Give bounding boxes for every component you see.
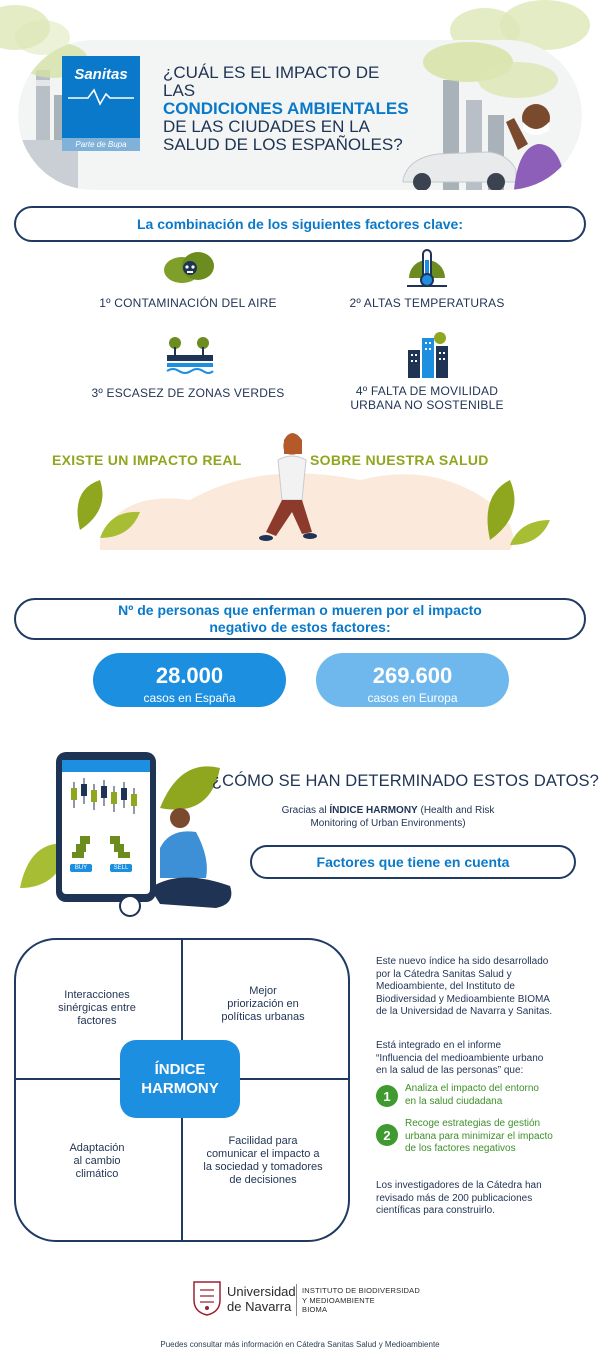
stat-europe-caption: casos en Europa [367,691,458,705]
factors-heading: La combinación de los siguientes factores clave: [14,206,586,242]
people-heading: Nº de personas que enferman o mueren por el impacto negativo de estos factores: [14,598,586,640]
phone-buy-label: BUY [74,865,88,871]
harmony-item-communication: Facilidad para comunicar el impacto a la sociedad y tomadores de decisiones [203,1135,323,1186]
pollution-cloud-icon [160,248,220,288]
info-paragraph-3: Los investigadores de la Cátedra han revisado más de 200 publicaciones científicas para construirlo. [376,1180,542,1217]
factors-button[interactable]: Factores que tiene en cuenta [250,845,576,879]
harmony-item-interactions: Interacciones sinérgicas entre factores [58,989,136,1027]
sanitas-logo[interactable] [62,56,140,148]
footer-note[interactable]: Puedes consultar más información en Cátedra Sanitas Salud y Medioambiente [160,1340,440,1349]
stat-europe [316,653,509,707]
university-name: Universidad de Navarra [227,1284,296,1314]
stat-spain-number: 28.000 [155,663,224,688]
stat-spain-caption: casos en España [143,691,236,705]
factor-label-1: 1º CONTAMINACIÓN DEL AIRE [99,296,277,310]
institute-name: INSTITUTO DE BIODIVERSIDAD Y MEDIOAMBIENTE BIOMA [302,1286,420,1314]
info-paragraph-1: Este nuevo índice ha sido desarrollado por la Cátedra Sanitas Salud y Medioambiente, del Instituto de Biodiversidad y Medioambiente BIOMA de la Universidad de Navarra y Sanitas. [376,956,553,1018]
factor-label-4: 4º FALTA DE MOVILIDAD URBANA NO SOSTENIBLE [350,384,504,412]
factor-label-2: 2º ALTAS TEMPERATURAS [349,296,505,310]
impact-text-left: EXISTE UN IMPACTO REAL [52,452,242,468]
heartbeat-icon [68,86,134,106]
point-2-number: 2 [376,1124,398,1146]
point-2-text: Recoge estrategias de gestión urbana para minimizar el impacto de los factores negativos [405,1118,553,1155]
footer-divider [296,1284,297,1316]
phone-sell-label: SELL [113,865,129,871]
green-zone-icon [165,335,215,377]
point-1-number: 1 [376,1085,398,1107]
harmony-item-adaptation: Adaptación al cambio climático [69,1142,125,1180]
impact-illustration [40,420,560,560]
stat-spain [93,653,286,707]
harmony-core-badge: ÍNDICE HARMONY [120,1040,240,1118]
factor-label-3: 3º ESCASEZ DE ZONAS VERDES [91,386,285,400]
method-description: Gracias al ÍNDICE HARMONY (Health and Risk Monitoring of Urban Environments) [281,805,495,829]
city-buildings-icon [404,330,452,378]
harmony-name: ÍNDICE HARMONY [329,805,418,816]
impact-text-right: SOBRE NUESTRA SALUD [310,452,489,468]
point-1-text: Analiza el impacto del entorno en la salud ciudadana [405,1083,539,1107]
method-question: ¿CÓMO SE HAN DETERMINADO ESTOS DATOS? [212,772,599,790]
title-highlight: CONDICIONES AMBIENTALES [163,99,409,118]
thermometer-globe-icon [405,248,449,290]
logo-wordmark: Sanitas [74,66,128,83]
harmony-item-prioritization: Mejor priorización en políticas urbanas [221,985,305,1023]
stat-europe-number: 269.600 [372,663,453,688]
university-seal-icon [192,1280,222,1316]
info-paragraph-2: Está integrado en el informe “Influencia del medioambiente urbano en la salud de las personas” que: [376,1040,544,1077]
bupa-tagline: Parte de Bupa [62,138,140,151]
page-title: ¿CUÁL ES EL IMPACTO DE LAS CONDICIONES AMBIENTALES DE LAS CIUDADES EN LA SALUD DE LOS ESPAÑOLES? [163,63,409,154]
